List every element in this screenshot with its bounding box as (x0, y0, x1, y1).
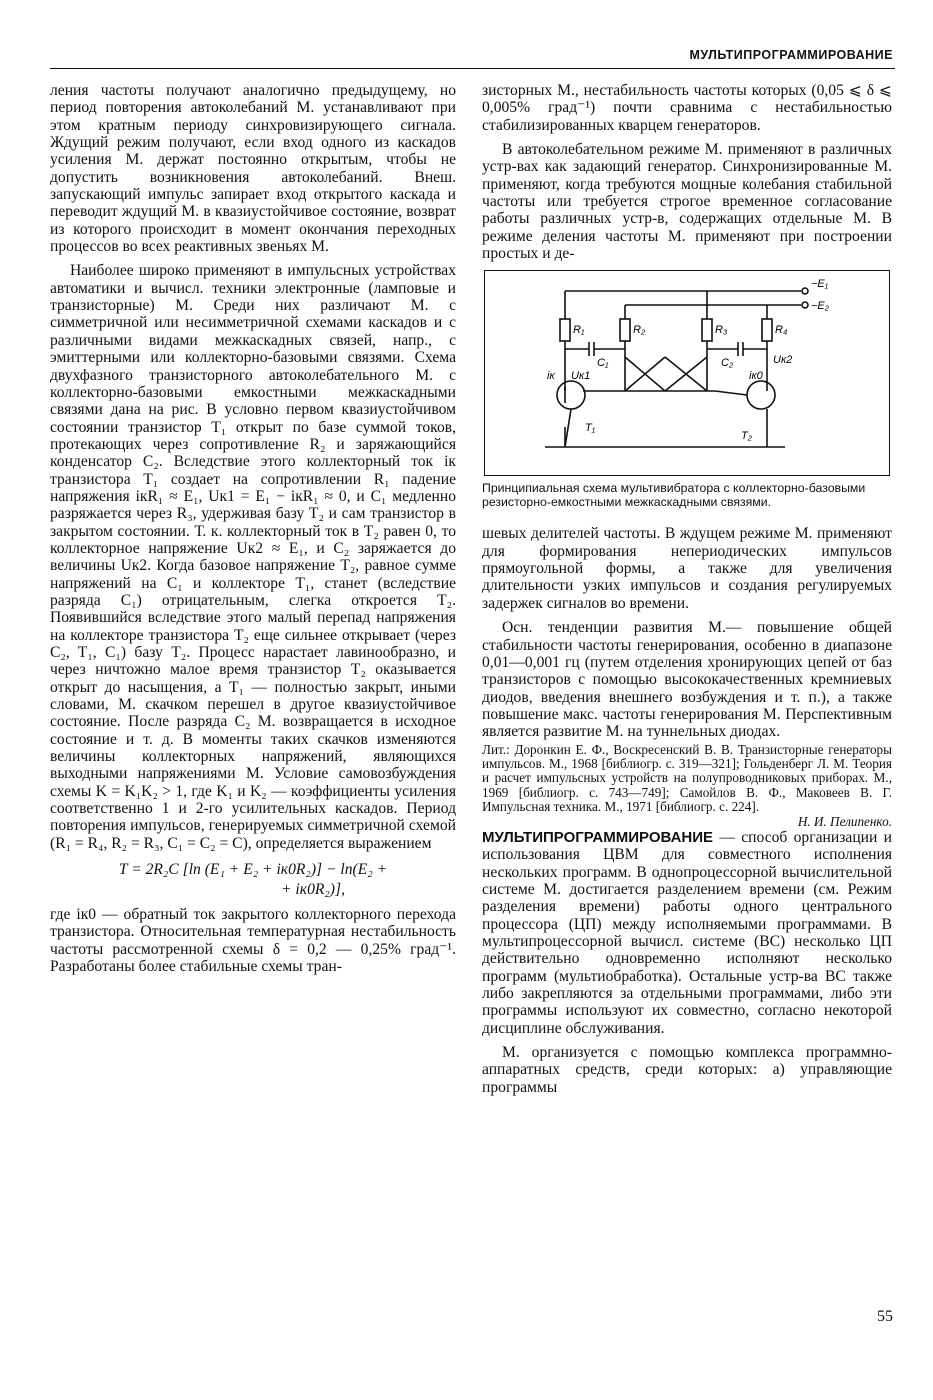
author-signature: Н. И. Пелипенко. (797, 813, 892, 829)
transistor-t2-icon (747, 381, 775, 409)
paragraph: ления частоты получают аналогично предыдущему, но период повторения автоколебаний М. устанавливают при этом кратным периоду синхровизирующего сигнала. Ждущий режим получают, если вход одного из каскадов усиления М. держат постоянно открытым, чтобы не допустить возникновения автоколебаний. Внеш. запускающий импульс запирает вход открытого каскада и переводит ждущий М. в квазиустойчивое состояние, возврат из которого происходит в момент окончания переходных процессов во всех реактивных звеньях М. (50, 82, 456, 256)
resistor-r4-icon (762, 319, 772, 341)
formula-line: + iк0R₂)], (281, 881, 345, 899)
label: R₁ (573, 324, 585, 337)
running-head: МУЛЬТИПРОГРАММИРОВАНИЕ (689, 48, 893, 62)
paragraph: шевых делителей частоты. В ждущем режиме М. применяют для формирования непериодических импульсов прямоугольной формы, а также для увеличения длительности узких импульсов и создания регулируемых задержек сигналов во времени. (482, 525, 892, 612)
paragraph: зисторных М., нестабильность частоты которых (0,05 ⩽ δ ⩽ 0,005% град⁻¹) почти сравнима с нестабильностью стабилизированных кварцем генераторов. (482, 82, 892, 134)
label: T₂ (741, 430, 752, 443)
transistor-t1-icon (557, 381, 585, 409)
period-formula (50, 860, 456, 900)
right-column (482, 82, 892, 1096)
figure-caption: Принципиальная схема мультивибратора с коллекторно-базовыми резисторно-емкостными межкаскадными связями. (482, 481, 866, 509)
label: R₃ (715, 324, 728, 337)
paragraph: где iк0 — обратный ток закрытого коллекторного перехода транзистора. Относительная температурная нестабильность частоты рассмотренной схемы δ = 0,2 — 0,25% град⁻¹. Разработаны более стабильные схемы тран- (50, 906, 456, 976)
header-rule (50, 68, 895, 69)
literature-block (482, 743, 892, 829)
label: Uк1 (571, 370, 591, 383)
resistor-r1-icon (560, 319, 570, 341)
paragraph: М. организуется с помощью комплекса программно-аппаратных средств, среди которых: а) управляющие программы (482, 1044, 892, 1096)
label: Uк2 (773, 354, 793, 367)
entry-headword: МУЛЬТИПРОГРАММИРОВАНИЕ (482, 829, 714, 846)
paragraph: Осн. тенденции развития М.— повышение общей стабильности частоты генерирования, особенно в диапазоне 0,01—0,001 гц (путем отделения хронирующих цепей от баз транзисторов с помощью высококачественных кремниевых диодов, введения внешнего возбуждения и т. п.), а также повышение макс. частоты генерирования М. Перспективным является развитие М. на туннельных диодах. (482, 619, 892, 741)
resistor-r3-icon (702, 319, 712, 341)
paragraph: Наиболее широко применяют в импульсных устройствах автоматики и вычисл. техники электронные (ламповые и транзисторные) М. Среди них различают М. с симметричной или несимметричной схемами каскадов и с различными видами межкаскадных связей, напр., с эмиттерными или коллекторно-базовыми связями. Схема двухфазного транзисторного автоколебательного М. с коллекторно-базовыми емкостными межкаскадными связями дана на рис. В условно первом квазиустойчивом состоянии транзистор T₁ открыт по базе суммой токов, протекающих через сопротивление R₂ и заряжающийся конденсатор C₂. Вследствие этого коллекторный ток iк транзистора T₁ создает на сопротивлении R₁ падение напряжения iкR₁ ≈ E₁, Uк1 = E₁ − iкR₁ ≈ 0, и C₁ медленно разряжается через R₃, удерживая базу T₂ и сам транзистор в закрытом состоянии. Т. к. коллекторный ток в T₂ равен 0, то коллекторное напряжение Uк2 ≈ E₁, и C₂ заряжается до величины Uк2. Когда базовое напряжение T₂, равное сумме напряжений на C₁ и коллекторе T₁, станет (вследствие разряда C₁) отрицательным, слегка откроется T₂. Появившийся вследствие этого малый перепад напряжения на коллекторе транзистора T₂ еще сильнее открывает (через C₂, T₁, C₁) базу T₂. Процесс нарастает лавинообразно, и через ничтожно малое время транзистор T₂ оказывается открыт до насыщения, а T₁ — полностью закрыт, иными словами, М. скачком перешел в другое квазиустойчивое состояние. После разряда C₂ М. возвращается в исходное состояние и т. д. В моменты таких скачков изменяются величины коллекторных напряжений, являющихся выходными напряжениями М. Условие самовозбуждения схемы K = K₁K₂ > 1, где K₁ и K₂ — коэффициенты усиления соответственно 1 и 2-го усилительных каскадов. Период повторения импульсов, генерируемых симметричной схемой (R₁ = R₄, R₂ = R₃, C₁ = C₂ = C), определяется выражением (50, 262, 456, 852)
paragraph: В автоколебательном режиме М. применяют в различных устр-вах как задающий генератор. Синхронизированные М. применяют, когда требуются мощные колебания стабильной частоты или требуется строгое временное согласование работы различных устр-в, содержащих отдельные М. В режиме деления частоты М. применяют при построении простых и де- (482, 141, 892, 263)
formula-line: T = 2R₂C [ln (E₁ + E₂ + iк0R₂)] − ln(E₂ + (118, 861, 388, 879)
circuit-diagram (485, 271, 891, 475)
entry-paragraph (482, 829, 892, 1037)
entry-text: — способ организации и использования ЦВМ для совместного исполнения нескольких программ. В однопроцессорной вычислительной системе М. достигается разделением времени (см. Режим разделения времени) работы одного центрального процессора (ЦП) между исполняемыми программами. В мультипроцессорной вычисл. системе (ВС) несколько ЦП действительно одновременно исполняют несколько программ (мультиобработка). Остальные устр-ва ВС также либо закрепляются за отдельными программами, либо эти программы используют их совместно, согласно некоторой дисциплине обслуживания. (482, 829, 892, 1037)
multivibrator-circuit-figure (484, 270, 890, 476)
left-column (50, 82, 456, 976)
label: iк0 (749, 370, 763, 383)
label: R₂ (633, 324, 646, 337)
label: C₁ (597, 357, 609, 370)
label: −E₂ (811, 300, 829, 313)
page-number: 55 (877, 1308, 893, 1325)
label: C₂ (721, 357, 734, 370)
label: iк (547, 370, 555, 383)
resistor-r2-icon (620, 319, 630, 341)
literature-list: Лит.: Доронкин Е. Ф., Воскресенский В. В. Транзисторные генераторы импульсов. М., 1968 [библиогр. с. 319—321]; Гольденберг Л. М. Теория и расчет импульсных устройств на полупроводниковых приборах. М., 1969 [библиогр. с. 743—749]; Самойлов В. Ф., Маковеев В. Г. Импульсная техника. М., 1971 [библиогр. с. 224]. (482, 741, 892, 815)
label: −E₁ (811, 278, 829, 291)
label: T₁ (585, 422, 596, 435)
label: R₄ (775, 324, 788, 337)
